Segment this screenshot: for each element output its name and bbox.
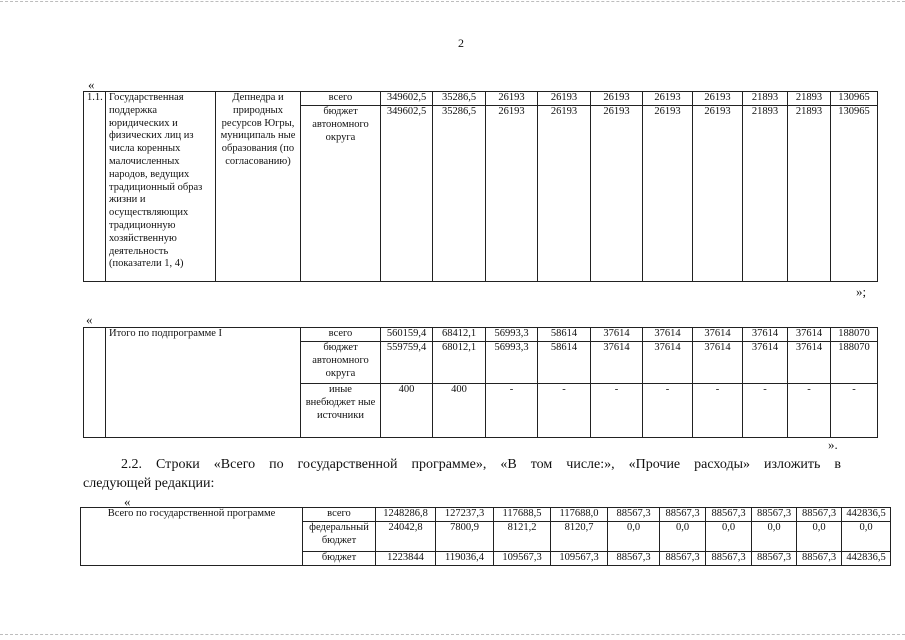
table-subprogram-total (83, 327, 878, 438)
scan-edge-top (0, 1, 905, 2)
table-program-row-1-1 (83, 91, 878, 282)
value-cell: 26193 (486, 106, 538, 282)
value-cell: - (831, 384, 878, 438)
row-number: 1.1. (84, 92, 106, 282)
value-cell: 26193 (643, 106, 693, 282)
value-cell: 442836,5 (842, 508, 891, 522)
table-row (84, 92, 878, 106)
value-cell: 26193 (693, 106, 743, 282)
program-name: Всего по государственной программе (81, 508, 303, 566)
value-cell: 130965 (831, 92, 878, 106)
value-cell: - (788, 384, 831, 438)
value-cell: 400 (381, 384, 433, 438)
scan-edge-bottom (0, 634, 905, 635)
funding-source: всего (303, 508, 376, 522)
value-cell: 88567,3 (660, 508, 706, 522)
value-cell: - (693, 384, 743, 438)
value-cell: 0,0 (842, 521, 891, 551)
value-cell: 26193 (538, 92, 591, 106)
open-quote-2: « (86, 312, 93, 327)
funding-source: иные внебюджет ные источники (301, 384, 381, 438)
value-cell: 0,0 (706, 521, 752, 551)
table-program-total (80, 507, 891, 566)
value-cell: 21893 (743, 106, 788, 282)
value-cell: - (591, 384, 643, 438)
value-cell: 37614 (693, 342, 743, 384)
empty-cell (84, 328, 106, 438)
paragraph-line-2: следующей редакции: (83, 476, 215, 491)
value-cell: 0,0 (752, 521, 797, 551)
value-cell: 130965 (831, 106, 878, 282)
value-cell: 88567,3 (608, 508, 660, 522)
close-quote-2: ». (828, 437, 838, 452)
value-cell: 37614 (643, 342, 693, 384)
value-cell: 26193 (591, 106, 643, 282)
value-cell: 37614 (788, 342, 831, 384)
value-cell: 58614 (538, 328, 591, 342)
value-cell: 88567,3 (752, 551, 797, 565)
value-cell: 88567,3 (797, 551, 842, 565)
open-quote-3: « (124, 494, 131, 509)
measure-name: Государственная поддержка юридических и физических лиц из числа коренных малочисленных народов, ведущих традиционный образ жизни и осуществляющих традиционную хозяйственную деятельность (показатели 1, 4) (106, 92, 216, 282)
close-quote-1: »; (856, 284, 867, 299)
value-cell: 559759,4 (381, 342, 433, 384)
value-cell: 35286,5 (433, 106, 486, 282)
value-cell: 56993,3 (486, 328, 538, 342)
value-cell: 1248286,8 (376, 508, 436, 522)
open-quote-1: « (88, 77, 95, 92)
value-cell: 117688,0 (551, 508, 608, 522)
value-cell: 88567,3 (752, 508, 797, 522)
value-cell: 37614 (591, 342, 643, 384)
value-cell: - (486, 384, 538, 438)
value-cell: 188070 (831, 328, 878, 342)
value-cell: 349602,5 (381, 106, 433, 282)
paragraph-line-1: 2.2. Строки «Всего по государственной программе», «В том числе:», «Прочие расходы» изложить в (121, 457, 841, 472)
value-cell: 109567,3 (551, 551, 608, 565)
value-cell: 37614 (643, 328, 693, 342)
funding-source: всего (301, 92, 381, 106)
value-cell: 21893 (788, 106, 831, 282)
value-cell: - (538, 384, 591, 438)
instruction-paragraph (83, 455, 841, 493)
value-cell: 26193 (591, 92, 643, 106)
value-cell: 127237,3 (436, 508, 494, 522)
funding-source: бюджет (303, 551, 376, 565)
page-number: 2 (458, 36, 464, 50)
value-cell: 188070 (831, 342, 878, 384)
value-cell: 26193 (643, 92, 693, 106)
value-cell: 1223844 (376, 551, 436, 565)
value-cell: 26193 (486, 92, 538, 106)
value-cell: 0,0 (660, 521, 706, 551)
value-cell: 37614 (743, 328, 788, 342)
value-cell: 21893 (788, 92, 831, 106)
value-cell: 560159,4 (381, 328, 433, 342)
value-cell: 88567,3 (660, 551, 706, 565)
table-row (84, 328, 878, 342)
value-cell: 35286,5 (433, 92, 486, 106)
funding-source: бюджет автономного округа (301, 106, 381, 282)
value-cell: 56993,3 (486, 342, 538, 384)
value-cell: 0,0 (608, 521, 660, 551)
value-cell: 26193 (538, 106, 591, 282)
value-cell: 88567,3 (797, 508, 842, 522)
table-row (81, 508, 891, 522)
value-cell: 88567,3 (608, 551, 660, 565)
value-cell: - (743, 384, 788, 438)
value-cell: 442836,5 (842, 551, 891, 565)
value-cell: 88567,3 (706, 551, 752, 565)
funding-source: бюджет автономного округа (301, 342, 381, 384)
value-cell: 37614 (743, 342, 788, 384)
value-cell: 7800,9 (436, 521, 494, 551)
value-cell: 400 (433, 384, 486, 438)
value-cell: 8121,2 (494, 521, 551, 551)
value-cell: 349602,5 (381, 92, 433, 106)
value-cell: 24042,8 (376, 521, 436, 551)
value-cell: 88567,3 (706, 508, 752, 522)
value-cell: 119036,4 (436, 551, 494, 565)
funding-source: всего (301, 328, 381, 342)
value-cell: 37614 (693, 328, 743, 342)
value-cell: 21893 (743, 92, 788, 106)
value-cell: 68012,1 (433, 342, 486, 384)
value-cell: 0,0 (797, 521, 842, 551)
value-cell: 109567,3 (494, 551, 551, 565)
value-cell: 37614 (591, 328, 643, 342)
value-cell: 8120,7 (551, 521, 608, 551)
value-cell: 117688,5 (494, 508, 551, 522)
executor: Депнедра и природных ресурсов Югры, муниципаль ные образования (по согласованию) (216, 92, 301, 282)
funding-source: федеральный бюджет (303, 521, 376, 551)
value-cell: 58614 (538, 342, 591, 384)
value-cell: 26193 (693, 92, 743, 106)
value-cell: 37614 (788, 328, 831, 342)
value-cell: 68412,1 (433, 328, 486, 342)
value-cell: - (643, 384, 693, 438)
subprogram-name: Итого по подпрограмме I (106, 328, 301, 438)
